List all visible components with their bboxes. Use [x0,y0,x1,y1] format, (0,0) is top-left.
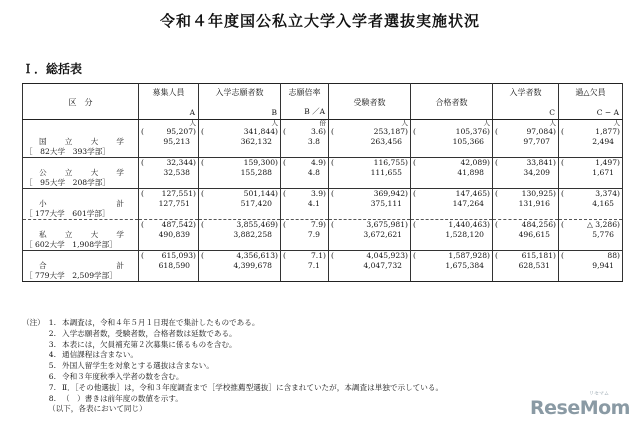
note-item: 3. 本表には，欠員補充第２次募集に係るものを含む。 [48,339,237,349]
table-row-prev [23,127,623,137]
unit-admitted: 人 [493,120,559,128]
table-header-row [23,84,623,120]
cell-curr-admitted: 131,916 [493,199,559,209]
note-item: 6. 令和３年度秋季入学者の数を含む。 [48,371,184,381]
resemom-logo: ReseMom [530,397,630,419]
cell-curr-admitted: 628,531 [493,261,559,271]
cell-prev-recruit: ( 487,542 ) [139,220,199,231]
note-item: 5. 外国人留学生を対象とする選抜は含まない。 [48,361,214,371]
cell-curr-passers: 1,675,384 [411,261,493,271]
note-item: 8. （ ）書きは前年度の数値を示す。 [48,393,183,403]
cell-prev-admitted: ( 130,925 ) [493,189,559,200]
cell-curr-ratio: 7.1 [281,261,329,271]
cell-curr-excess: 1,671 [559,168,623,178]
cell-prev-admitted: ( 33,841 ) [493,158,559,169]
row-sublabel: ［ 82大学 393学部］ [23,147,139,158]
cell-prev-examinees: ( 3,675,981 ) [329,220,411,231]
cell-curr-ratio: 3.8 [281,137,329,147]
table-row-sub [23,209,623,220]
cell-prev-admitted: ( 484,256 ) [493,220,559,231]
page-title: 令和４年度国公私立大学入学者選抜実施状況 [159,12,480,30]
cell-prev-ratio: ( 3.6 ) [281,127,329,137]
cell-prev-applicants: ( 3,855,469 ) [199,220,281,231]
cell-prev-ratio: ( 7.1 ) [281,251,329,262]
cell-curr-recruit: 32,538 [139,168,199,178]
table-row-sub [23,178,623,189]
section-heading: Ｉ．総括表 [22,62,83,76]
cell-curr-admitted: 34,209 [493,168,559,178]
notes-block [22,318,443,415]
row-sublabel: ［ 177大学 601学部］ [23,209,139,220]
table-row-sub [23,271,623,282]
table-body [23,120,623,282]
row-label: 国 立 大 学 [23,137,139,147]
cell-prev-ratio: ( 3.9 ) [281,189,329,200]
notes-footer: （以下，各表において同じ） [48,404,147,414]
note-item: 2. 入学志願者数，受験者数，合格者数は延数である。 [48,328,237,338]
unit-recruit: 人 [139,120,199,128]
cell-curr-examinees: 111,655 [329,168,411,178]
unit-excess: 人 [559,120,623,128]
table-row-prev [23,220,623,231]
cell-prev-passers: ( 105,376 ) [411,127,493,137]
table-row-prev [23,158,623,169]
table-row-curr [23,199,623,209]
table-row-curr [23,168,623,178]
row-sublabel: ［ 779大学 2,509学部］ [23,271,139,282]
resemom-logo-sub: リセマム [589,391,609,397]
cell-prev-passers: ( 1,587,928 ) [411,251,493,262]
cell-prev-passers: ( 147,465 ) [411,189,493,200]
cell-prev-excess: ( 88 ) [559,251,623,262]
cell-curr-applicants: 362,132 [199,137,281,147]
cell-prev-recruit: ( 127,551 ) [139,189,199,200]
cell-prev-examinees: ( 116,755 ) [329,158,411,169]
cell-curr-recruit: 618,590 [139,261,199,271]
note-item: 4. 通信課程は含まない。 [48,350,138,360]
cell-prev-applicants: ( 501,144 ) [199,189,281,200]
row-sublabel: ［ 95大学 208学部］ [23,178,139,189]
cell-curr-examinees: 4,047,732 [329,261,411,271]
unit-passers: 人 [411,120,493,128]
cell-prev-recruit: ( 32,344 ) [139,158,199,169]
table-row-sub [23,240,623,251]
unit-ratio: 倍 [281,120,329,128]
cell-prev-excess: ( 3,374 ) [559,189,623,200]
header-excess: 過△欠員 C − A [559,84,623,120]
cell-curr-excess: 5,776 [559,230,623,240]
cell-curr-passers: 1,528,120 [411,230,493,240]
row-label: 小 計 [23,199,139,209]
cell-curr-admitted: 496,615 [493,230,559,240]
cell-prev-recruit: ( 615,093 ) [139,251,199,262]
header-examinees: 受験者数 [329,84,411,120]
cell-curr-ratio: 4.1 [281,199,329,209]
header-recruit: 募集人員 A [139,84,199,120]
row-label: 公 立 大 学 [23,168,139,178]
cell-prev-ratio: ( 7.9 ) [281,220,329,231]
cell-curr-applicants: 155,288 [199,168,281,178]
header-admitted: 入学者数 C [493,84,559,120]
table-row-curr [23,137,623,147]
cell-prev-recruit: ( 95,207 ) [139,127,199,137]
cell-curr-excess: 9,941 [559,261,623,271]
row-sublabel: ［ 602大学 1,908学部］ [23,240,139,251]
cell-curr-examinees: 3,672,621 [329,230,411,240]
cell-curr-examinees: 375,111 [329,199,411,209]
cell-prev-applicants: ( 159,300 ) [199,158,281,169]
header-category: 区 分 [23,84,139,120]
header-ratio: 志願倍率 B ／A [281,84,329,120]
cell-curr-ratio: 4.8 [281,168,329,178]
table-row-sub [23,147,623,158]
cell-curr-examinees: 263,456 [329,137,411,147]
header-passers: 合格者数 [411,84,493,120]
cell-prev-admitted: ( 97,084 ) [493,127,559,137]
row-label: 合 計 [23,261,139,271]
cell-curr-ratio: 7.9 [281,230,329,240]
cell-curr-recruit: 490,839 [139,230,199,240]
cell-prev-applicants: ( 4,356,613 ) [199,251,281,262]
cell-curr-excess: 4,165 [559,199,623,209]
cell-prev-passers: ( 1,440,463 ) [411,220,493,231]
cell-prev-excess: ( △ 3,286 ) [559,220,623,231]
cell-curr-recruit: 127,751 [139,199,199,209]
cell-prev-examinees: ( 4,045,923 ) [329,251,411,262]
cell-curr-excess: 2,494 [559,137,623,147]
cell-prev-passers: ( 42,089 ) [411,158,493,169]
table-row-curr [23,261,623,271]
cell-curr-passers: 105,366 [411,137,493,147]
cell-curr-passers: 147,264 [411,199,493,209]
cell-prev-applicants: ( 341,844 ) [199,127,281,137]
cell-curr-applicants: 4,399,678 [199,261,281,271]
unit-examinees: 人 [329,120,411,128]
cell-prev-examinees: ( 253,187 ) [329,127,411,137]
note-item: （注） 1. 本調査は，令和４年５月１日現在で集計したものである。 [22,318,260,327]
note-item: 7. Ⅱ．［その他選抜］は，令和３年度調査まで［学校推薦型選抜］に含まれていたが，本調査は単独で示している。 [48,382,444,392]
table-row-curr [23,230,623,240]
cell-curr-applicants: 517,420 [199,199,281,209]
cell-prev-excess: ( 1,877 ) [559,127,623,137]
unit-row [23,120,623,128]
summary-table [22,83,623,282]
cell-prev-admitted: ( 615,181 ) [493,251,559,262]
cell-curr-passers: 41,898 [411,168,493,178]
cell-prev-excess: ( 1,497 ) [559,158,623,169]
cell-curr-admitted: 97,707 [493,137,559,147]
table-row-prev [23,189,623,200]
cell-prev-examinees: ( 369,942 ) [329,189,411,200]
row-label: 私 立 大 学 [23,230,139,240]
cell-curr-applicants: 3,882,258 [199,230,281,240]
unit-applicants: 人 [199,120,281,128]
header-applicants: 入学志願者数 B [199,84,281,120]
cell-curr-recruit: 95,213 [139,137,199,147]
table-row-prev [23,251,623,262]
cell-prev-ratio: ( 4.9 ) [281,158,329,169]
